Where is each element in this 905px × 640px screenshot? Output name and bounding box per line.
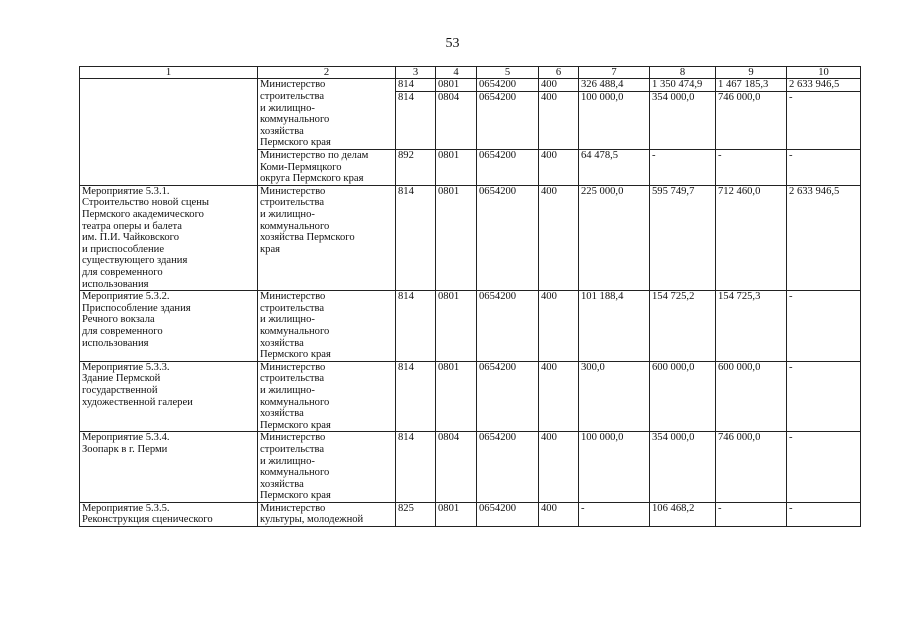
code-6-cell: 400	[539, 79, 579, 92]
measure-cell	[80, 79, 258, 92]
code-5-cell: 0654200	[477, 502, 539, 526]
amount-7-cell: 300,0	[579, 361, 650, 432]
amount-8-cell: 354 000,0	[650, 91, 716, 149]
code-3-cell: 814	[396, 79, 436, 92]
amount-9-cell: 600 000,0	[716, 361, 787, 432]
code-4-cell: 0801	[436, 361, 477, 432]
amount-8-cell: 595 749,7	[650, 185, 716, 290]
executor-cell: Министерство строительства и жилищно- коммунального хозяйства Пермского края	[258, 361, 396, 432]
amount-8-cell: -	[650, 150, 716, 186]
measure-cell	[80, 150, 258, 186]
executor-cell: Министерство культуры, молодежной	[258, 502, 396, 526]
amount-8-cell: 600 000,0	[650, 361, 716, 432]
amount-7-cell: 225 000,0	[579, 185, 650, 290]
amount-7-cell: -	[579, 502, 650, 526]
header-cell-6: 6	[539, 67, 579, 79]
executor-cell: Министерство строительства и жилищно- коммунального хозяйства Пермского края	[258, 185, 396, 290]
amount-7-cell: 64 478,5	[579, 150, 650, 186]
code-3-cell: 814	[396, 361, 436, 432]
amount-8-cell: 354 000,0	[650, 432, 716, 503]
amount-9-cell: 712 460,0	[716, 185, 787, 290]
amount-10-cell: -	[787, 502, 861, 526]
amount-9-cell: -	[716, 150, 787, 186]
amount-9-cell: 746 000,0	[716, 91, 787, 149]
amount-10-cell: -	[787, 91, 861, 149]
amount-10-cell: -	[787, 361, 861, 432]
header-cell-7: 7	[579, 67, 650, 79]
amount-9-cell: 154 725,3	[716, 291, 787, 362]
executor-cell: Министерство строительства и жилищно- коммунального хозяйства Пермского края	[258, 291, 396, 362]
measure-cell: Мероприятие 5.3.3. Здание Пермской государственной художественной галереи	[80, 361, 258, 432]
amount-10-cell: -	[787, 291, 861, 362]
table-row	[80, 91, 861, 149]
amount-7-cell: 101 188,4	[579, 291, 650, 362]
measure-cell: Мероприятие 5.3.1. Строительство новой сцены Пермского академического театра оперы и балета им. П.И. Чайковского и приспособление существующего здания для современного использования	[80, 185, 258, 290]
amount-8-cell: 1 350 474,9	[650, 79, 716, 92]
header-cell-8: 8	[650, 67, 716, 79]
code-6-cell: 400	[539, 91, 579, 149]
code-4-cell: 0801	[436, 502, 477, 526]
amount-8-cell: 106 468,2	[650, 502, 716, 526]
table-row	[80, 79, 861, 92]
code-4-cell: 0801	[436, 150, 477, 186]
amount-7-cell: 100 000,0	[579, 432, 650, 503]
measure-cell: Мероприятие 5.3.4. Зоопарк в г. Перми	[80, 432, 258, 503]
amount-10-cell: 2 633 946,5	[787, 79, 861, 92]
executor-cell: строительства и жилищно- коммунального хозяйства Пермского края	[258, 91, 396, 149]
code-3-cell: 814	[396, 291, 436, 362]
code-4-cell: 0801	[436, 185, 477, 290]
measure-cell: Мероприятие 5.3.2. Приспособление здания Речного вокзала для современного использования	[80, 291, 258, 362]
code-3-cell: 825	[396, 502, 436, 526]
amount-10-cell: -	[787, 432, 861, 503]
code-5-cell: 0654200	[477, 291, 539, 362]
code-6-cell: 400	[539, 291, 579, 362]
code-6-cell: 400	[539, 185, 579, 290]
amount-9-cell: 746 000,0	[716, 432, 787, 503]
code-5-cell: 0654200	[477, 150, 539, 186]
amount-10-cell: -	[787, 150, 861, 186]
code-4-cell: 0804	[436, 91, 477, 149]
header-cell-9: 9	[716, 67, 787, 79]
header-cell-1: 1	[80, 67, 258, 79]
code-6-cell: 400	[539, 432, 579, 503]
code-4-cell: 0804	[436, 432, 477, 503]
code-3-cell: 814	[396, 91, 436, 149]
table-row	[80, 185, 861, 290]
executor-cell: Министерство	[258, 79, 396, 92]
header-row	[80, 67, 861, 79]
amount-7-cell: 326 488,4	[579, 79, 650, 92]
code-3-cell: 814	[396, 185, 436, 290]
table-body	[80, 67, 861, 527]
table-row	[80, 150, 861, 186]
code-6-cell: 400	[539, 361, 579, 432]
measure-cell	[80, 91, 258, 149]
amount-9-cell: 1 467 185,3	[716, 79, 787, 92]
page-number: 53	[445, 36, 460, 51]
code-6-cell: 400	[539, 502, 579, 526]
code-3-cell: 814	[396, 432, 436, 503]
header-cell-5: 5	[477, 67, 539, 79]
table-row	[80, 432, 861, 503]
header-cell-10: 10	[787, 67, 861, 79]
code-3-cell: 892	[396, 150, 436, 186]
amount-7-cell: 100 000,0	[579, 91, 650, 149]
code-5-cell: 0654200	[477, 185, 539, 290]
header-cell-2: 2	[258, 67, 396, 79]
measure-cell: Мероприятие 5.3.5. Реконструкция сценического	[80, 502, 258, 526]
budget-table	[79, 66, 861, 527]
amount-10-cell: 2 633 946,5	[787, 185, 861, 290]
code-5-cell: 0654200	[477, 432, 539, 503]
code-5-cell: 0654200	[477, 91, 539, 149]
executor-cell: Министерство по делам Коми-Пермяцкого округа Пермского края	[258, 150, 396, 186]
code-5-cell: 0654200	[477, 361, 539, 432]
table-row	[80, 361, 861, 432]
code-5-cell: 0654200	[477, 79, 539, 92]
code-6-cell: 400	[539, 150, 579, 186]
amount-9-cell: -	[716, 502, 787, 526]
code-4-cell: 0801	[436, 291, 477, 362]
executor-cell: Министерство строительства и жилищно- коммунального хозяйства Пермского края	[258, 432, 396, 503]
table-row	[80, 502, 861, 526]
code-4-cell: 0801	[436, 79, 477, 92]
header-cell-4: 4	[436, 67, 477, 79]
header-cell-3: 3	[396, 67, 436, 79]
table-row	[80, 291, 861, 362]
amount-8-cell: 154 725,2	[650, 291, 716, 362]
